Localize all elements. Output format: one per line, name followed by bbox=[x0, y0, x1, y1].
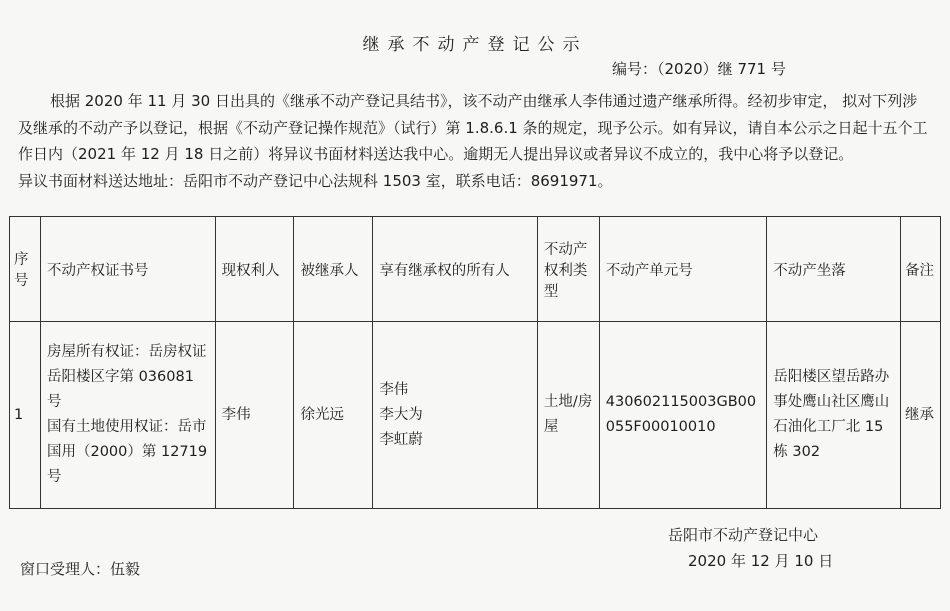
heir-name: 李大为 bbox=[379, 406, 423, 423]
cell-seq: 1 bbox=[10, 322, 41, 509]
cell-decedent: 徐光远 bbox=[294, 322, 373, 509]
cell-right-type: 土地/房屋 bbox=[537, 322, 599, 509]
cell-location: 岳阳楼区望岳路办事处鹰山社区鹰山石油化工厂北 15 栋 302 bbox=[767, 322, 901, 509]
header-heirs: 享有继承权的所有人 bbox=[373, 217, 538, 322]
heir-name: 李伟 bbox=[379, 381, 409, 398]
window-clerk: 窗口受理人：伍毅 bbox=[20, 560, 141, 578]
cert-house: 房屋所有权证：岳房权证岳阳楼区字第 036081 号 bbox=[46, 344, 207, 410]
header-remark: 备注 bbox=[900, 217, 940, 322]
cell-unit-no: 430602115003GB00055F00010010 bbox=[599, 322, 767, 509]
table-header-row bbox=[10, 217, 941, 322]
notice-body bbox=[18, 88, 930, 194]
property-table bbox=[9, 216, 941, 509]
header-unit-no: 不动产单元号 bbox=[599, 217, 767, 322]
cert-land: 国有土地使用权证：岳市国用（2000）第 12719 号 bbox=[46, 419, 208, 485]
header-right-type: 不动产权利类型 bbox=[537, 217, 599, 322]
heir-name: 李虹蔚 bbox=[379, 431, 423, 448]
header-holder: 现权利人 bbox=[215, 217, 294, 322]
cell-remark: 继承 bbox=[900, 322, 940, 509]
table-row bbox=[10, 322, 941, 509]
issuing-organization: 岳阳市不动产登记中心 bbox=[668, 526, 819, 544]
header-cert: 不动产权证书号 bbox=[40, 217, 215, 322]
header-decedent: 被继承人 bbox=[294, 217, 373, 322]
cell-cert bbox=[40, 322, 215, 509]
document-title: 继承不动产登记公示 bbox=[362, 35, 588, 55]
cell-holder: 李伟 bbox=[215, 322, 294, 509]
header-location: 不动产坐落 bbox=[767, 217, 901, 322]
notice-paragraph: 根据 2020 年 11 月 30 日出具的《继承不动产登记具结书》，该不动产由继承人李伟通过遗产继承所得。经初步审定， 拟对下列涉及继承的不动产予以登记，根据《不动产登记操作规范》（试行）第 1.8.6.1 条的规定，现予公示。如有异议，请自本公示之日起十五个工作日内（2021 年 12 月 18 日之前）将异议书面材料送达我中心。逾期无人提出异议或者异议不成立的，我中心将予以登记。 bbox=[18, 92, 928, 163]
cell-heirs bbox=[373, 322, 538, 509]
header-seq: 序号 bbox=[10, 217, 41, 322]
objection-address: 异议书面材料送达地址：岳阳市不动产登记中心法规科 1503 室，联系电话：8691971。 bbox=[18, 171, 613, 190]
issue-date: 2020 年 12 月 10 日 bbox=[688, 552, 834, 570]
document-number: 编号：（2020）继 771 号 bbox=[612, 60, 786, 78]
